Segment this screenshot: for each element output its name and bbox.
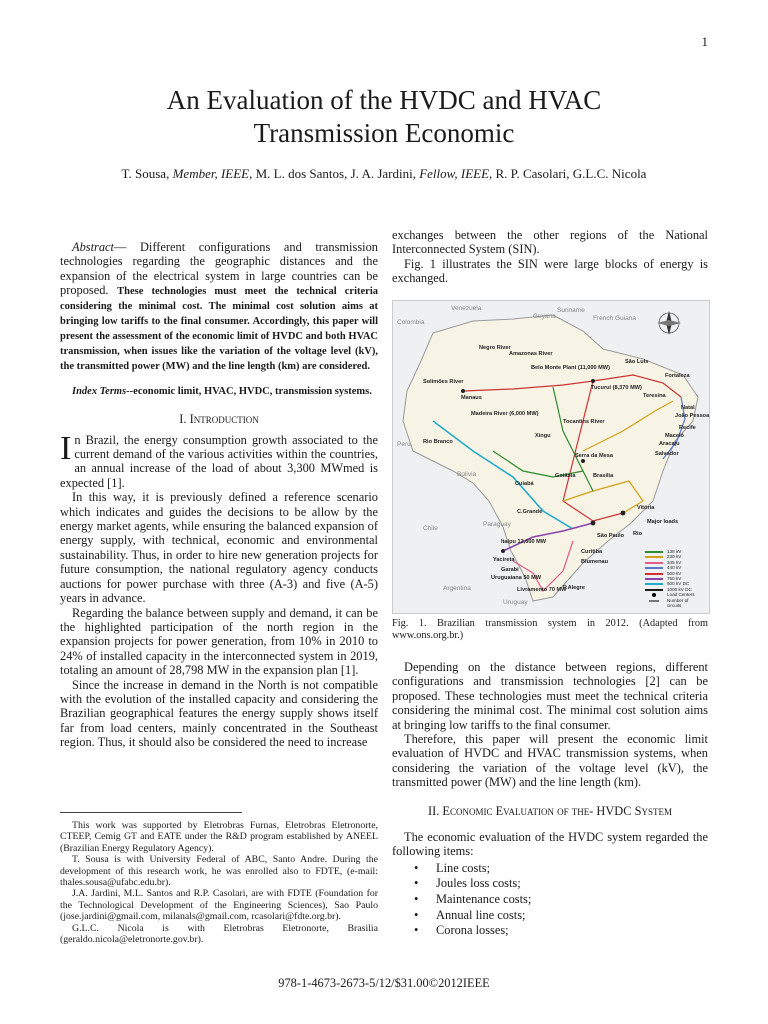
country-label: Uruguay [503,599,528,606]
list-item: • Maintenance costs; [392,892,708,908]
country-label: Peru [397,441,411,448]
place-label: Maceió [665,433,684,439]
country-label: Suriname [557,307,585,314]
place-label: Garabi [501,567,519,573]
map-legend [645,549,703,608]
intro-p1-text: n Brazil, the energy consumption growth associated to the current demand of the various activities within the countries, an annual increase of the load of about 3,300 MWmed is expected [1]. [60,432,378,490]
abstract-bold-text: These technologies must meet the technical criteria considering the minimal cost. The minimal cost solution aims at bringing low tariffs to the final consumer. Accordingly, this paper will present the assessment of the economic limit of HVDC and both HVAC transmission, when issues like the variation of the voltage level (kV), the transmitted power (MW) and the line length (km) are considered. [60,286,378,373]
place-label: Livramento 70 MW [517,587,567,593]
footnote-rule [60,812,242,813]
node-rio [621,511,626,516]
footnote-1: This work was supported by Eletrobras Furnas, Eletrobras Eletronorte, CTEEP, Cemig GT and EATE under the R&D program established by ANEEL (Brazilian Energy Regulatory Agency). [60,820,378,854]
country-label: Chile [423,525,438,532]
place-label: Curitiba [581,549,603,555]
place-label: João Pessoa [675,413,710,419]
legend-item: 500 kV [645,571,703,576]
node-itaipu [501,549,505,553]
place-label: Negro River [479,345,511,351]
cost-items-list [392,861,708,939]
right-paragraph-3: The economic evaluation of the HVDC system regarded the following items: [392,830,708,859]
intro-paragraph-1 [60,429,378,491]
right-paragraph-2: Therefore, this paper will present the economic limit evaluation of HVDC and HVAC transmission systems, when considering the variation of the voltage level (kV), the transmitted power (MW) and the line length (km). [392,732,708,790]
author-2: , M. L. dos Santos, J. A. Jardini, [249,166,416,181]
footnote-4: G.L.C. Nicola is with Eletrobras Eletronorte, Brasilia (geraldo.nicola@eletronorte.gov.br). [60,922,378,946]
abstract-dash: — [114,240,140,254]
section-2-number: II. [427,803,443,818]
intro-paragraph-2: In this way, it is previously defined a reference scenario which indicates and guides the decisions to be allow by the energy market agents, while ensuring the balanced expansion of energy supply, with technical, economic and environmental sustainability. Thus, in order to hire new generation projects for future consumption, the national regulatory agency conducts auctions for power purchase with three (A-3) and five (A-5) years in advance. [60,490,378,606]
country-label: Guyana [533,313,556,320]
abstract-text: Different configurations and transmission technologies regarding the geographic distances and the expansion of the electrical system in large countries can be proposed. [60,240,378,298]
author-2-role: Fellow, IEEE [419,166,490,181]
place-label: Blumenau [581,559,609,565]
node-tucurui [591,379,595,383]
copyright-footer: 978-1-4673-2673-5/12/$31.00©2012IEEE [278,976,490,990]
place-label: Rio [633,531,643,537]
footnote-2: T. Sousa is with University Federal of ABC, Santo Andre. During the development of this research work, he was enrolled also to FDTE, (e-mail: thales.sousa@ufabc.edu.br). [60,854,378,889]
place-label: Solimões River [423,379,464,385]
index-terms-label: Index Terms [72,386,127,398]
place-label: Tucurui (8,370 MW) [591,385,642,391]
place-label: Fortaleza [665,373,690,379]
place-label: Teresina [643,393,666,399]
place-label: Madeira River (6,000 MW) [471,411,539,417]
place-label: Natal [681,405,695,411]
place-label: São Luis [625,359,649,365]
place-label: Aracaju [659,441,680,447]
figure-1-map [392,300,710,614]
right-column-body [392,660,708,939]
compass-rose-icon [657,311,681,335]
index-terms-text: --economic limit, HVAC, HVDC, transmission systems. [126,386,372,398]
right-paragraph-1: Depending on the distance between regions, different configurations and transmission technologies [2] can be proposed. These technologies must meet the technical criteria considering the minimal cost. The minimal cost solution aims at bringing low tariffs to the final consumer. [392,660,708,732]
place-label: Uruguaiana 50 MW [491,575,542,581]
list-item: • Line costs; [392,861,708,877]
author-3: , R. P. Casolari, G.L.C. Nicola [489,166,647,181]
section-2-heading [392,804,708,818]
legend-item: Number of circuits [645,598,703,609]
author-1: T. Sousa, [121,166,170,181]
legend-item: 750 kV [645,576,703,581]
author-list [60,166,708,182]
country-label: Colombia [397,319,425,326]
country-label: French Guiana [593,315,636,322]
footnotes [60,820,378,945]
country-label: Venezuela [451,305,482,312]
index-terms [60,385,378,398]
legend-item: 230 kV [645,554,703,559]
abstract [60,240,378,373]
abstract-label: Abstract [72,240,114,254]
section-1-number: I. [179,412,190,427]
paper-title [60,84,708,150]
place-label: São Paulo [597,533,625,539]
title-line-2: Transmission Economic [253,118,515,148]
section-1-heading [60,412,378,426]
legend-item: 600 kV DC [645,581,703,586]
intro-paragraph-3: Regarding the balance between supply and demand, it can be the highlighted participation of the north region in the expansion projects for power generation, from 10% in 2010 to 24% of installed capacity in the interconnected system in 2019, totaling an amount of 28,798 MW in the expansion plan [1]. [60,605,378,678]
figure-1-caption: Fig. 1. Brazilian transmission system in 2012. (Adapted from www.ons.org.br.) [392,618,708,641]
country-label: Argentina [443,585,471,592]
node-saopaulo [591,521,596,526]
place-label: P.Alegre [563,585,585,591]
list-item: • Annual line costs; [392,908,708,924]
place-label: Cuiabá [515,481,534,487]
place-label: Goiânia [555,473,576,479]
place-label: Rio Branco [423,439,453,445]
place-label: Itaipu 12,600 MW [501,539,547,545]
section-1-title: Introduction [189,412,259,427]
legend-item: 1000 kV DC [645,587,703,592]
intro-paragraph-4: Since the increase in demand in the North is not compatible with the evolution of the installed capacity and considering the Brazilian geographical features the energy supply shows itself far from load centers, mainly concentrated in the Southeast region. Thus, it should also be considered the need to increase [60,677,378,750]
title-line-1: An Evaluation of the HVDC and HVAC [166,85,602,115]
place-label: Serra da Mesa [575,453,613,459]
place-label: Belo Monte Plant (11,000 MW) [531,365,610,371]
page-number: 1 [701,34,708,49]
footnote-3: J.A. Jardini, M.L. Santos and R.P. Casolari, are with FDTE (Foundation for the Technological Development of the Engineering Sciences), Sao Paulo (jose.jardini@gmail.com, milanals@gmail.com, rcasolari@fdte.org.br). [60,888,378,923]
place-label: Major loads [647,519,679,525]
place-label: Recife [679,425,696,431]
legend-item: 138 kV [645,549,703,554]
country-label: Bolivia [457,471,477,478]
place-label: C.Grande [517,509,543,515]
left-column [60,240,378,750]
drop-cap: I [60,429,72,467]
author-1-role: Member, IEEE [172,166,250,181]
list-item: • Joules loss costs; [392,876,708,892]
node-brasilia [581,459,585,463]
right-column-top [392,228,708,286]
figure-reference-paragraph: Fig. 1 illustrates the SIN were large blocks of energy is exchanged. [392,256,708,286]
legend-item: 440 kV [645,565,703,570]
list-item: • Corona losses; [392,923,708,939]
place-label: Vitória [637,505,655,511]
place-label: Brasília [593,473,614,479]
legend-item: Load Centers [645,592,703,597]
legend-item: 345 kV [645,560,703,565]
place-label: Salvador [655,451,679,457]
place-label: Manaus [461,395,482,401]
place-label: Amazonas River [509,351,553,357]
continued-paragraph: exchanges between the other regions of the National Interconnected System (SIN). [392,228,708,257]
node-manaus [461,389,465,393]
country-label: Paraguay [483,521,511,528]
place-label: Tocantins River [563,419,605,425]
place-label: Xingu [535,433,551,439]
place-label: Yacireta [493,557,515,563]
section-2-title: Economic Evaluation of the- HVDC System [442,803,673,818]
